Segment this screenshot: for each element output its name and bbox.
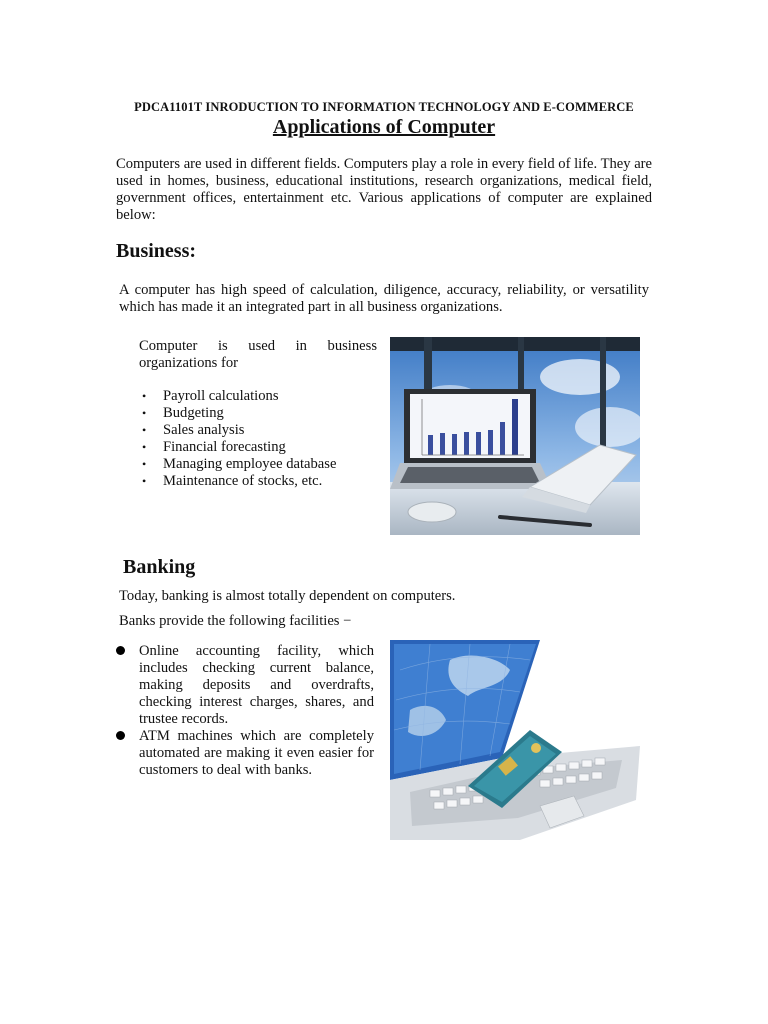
bullet-icon: •	[142, 474, 147, 488]
list-item: • Budgeting	[142, 405, 224, 421]
course-header: PDCA1101T INRODUCTION TO INFORMATION TECHNOLOGY AND E-COMMERCE	[134, 100, 634, 114]
page-title: Applications of Computer	[272, 116, 496, 138]
bullet-icon: •	[142, 389, 147, 403]
list-item: • Payroll calculations	[142, 388, 279, 404]
bullet-icon: •	[142, 457, 147, 471]
bullet-icon	[116, 731, 125, 740]
banking-facilities-list	[116, 643, 374, 779]
list-item: • Sales analysis	[142, 422, 245, 438]
list-item: • Maintenance of stocks, etc.	[142, 473, 323, 489]
list-item: • Financial forecasting	[142, 439, 286, 455]
business-description: A computer has high speed of calculation, diligence, accuracy, reliability, or versatility which has made it an integrated part in all business organizations.	[119, 282, 649, 315]
business-lead-text: Computer is used in business organizations for	[139, 338, 377, 371]
business-heading: Business:	[116, 240, 197, 262]
bullet-icon	[116, 646, 125, 655]
bullet-icon: •	[142, 423, 147, 437]
intro-paragraph: Computers are used in different fields. Computers play a role in every field of life. They are used in homes, business, educational institutions, research organizations, medical field, government offices, entertainment etc. Various applications of computer are explained below:	[116, 156, 653, 223]
business-laptop-image	[390, 337, 640, 535]
banking-facilities-line: Banks provide the following facilities −	[119, 613, 352, 629]
banking-laptop-image	[390, 640, 640, 840]
banking-heading: Banking	[123, 556, 196, 578]
list-item: Online accounting facility, which includes checking current balance, making deposits and overdrafts, checking interest charges, shares, and trustee records.	[116, 643, 374, 728]
list-item: • Managing employee database	[142, 456, 337, 472]
banking-intro-line: Today, banking is almost totally dependent on computers.	[119, 588, 456, 604]
bullet-icon: •	[142, 440, 147, 454]
bullet-icon: •	[142, 406, 147, 420]
business-uses-list	[140, 388, 400, 490]
list-item: ATM machines which are completely automated are making it even easier for customers to deal with banks.	[116, 728, 374, 779]
